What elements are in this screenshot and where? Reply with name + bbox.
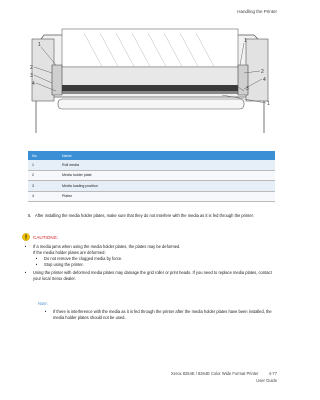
note-label: Note: (38, 301, 48, 306)
caution-sub-item-1: Do not remove the clogged media by force. (44, 256, 123, 261)
callout-1: 1 (38, 42, 41, 48)
table-cell-no: 2 (28, 170, 58, 181)
table-header-no: No. (28, 151, 58, 160)
bullet-icon: • (35, 256, 38, 261)
table-cell-name: Roll media (58, 160, 275, 170)
table-header-name: Name (58, 151, 275, 160)
caution-item-1-continued: If the media holder plates are deformed: (33, 250, 106, 255)
page-header-title: Handling the Printer (237, 9, 277, 14)
table-row (28, 181, 275, 192)
callout-3-right: 3 (246, 86, 249, 92)
callout-2: 2 (30, 65, 33, 71)
footer-guide: User Guide (256, 378, 277, 383)
parts-table (28, 151, 275, 202)
table-cell-name: Platen (58, 191, 275, 202)
step-text: After installing the media holder plates, make sure that they do not interfere with the media as it is fed through the printer. (35, 213, 254, 218)
callout-1-right: 1 (244, 38, 247, 44)
table-row (28, 191, 275, 202)
table-row (28, 160, 275, 170)
bullet-icon: • (35, 262, 38, 267)
step-number: 5. (28, 213, 32, 218)
caution-sub-item-2: Stop using the printer. (44, 262, 84, 267)
callout-1-bottom: 1 (267, 101, 270, 107)
bullet-icon: • (44, 309, 47, 314)
caution-item-1: If a media jams when using the media holder plates, the plates may be deformed. (33, 244, 181, 249)
footer-page-number: 4-77 (268, 371, 277, 376)
callout-2-right: 2 (261, 69, 264, 75)
warning-icon (22, 233, 30, 241)
footer-product-line (171, 371, 277, 376)
callout-4: 4 (32, 81, 35, 87)
bullet-icon: • (24, 244, 27, 249)
table-cell-name: Media loading position (58, 181, 275, 192)
cautions-heading (22, 232, 58, 242)
callout-3: 3 (30, 73, 33, 79)
table-cell-no: 3 (28, 181, 58, 192)
cautions-label: CAUTIONS: (33, 234, 59, 240)
printer-illustration (22, 25, 278, 135)
note-text: If there is interference with the media as it is fed through the printer after the media holder plates have been installed, the media holder plates should not be used. (53, 309, 272, 320)
callout-4-right: 4 (263, 77, 266, 83)
caution-item-2: Using the printer with deformed media plates may damage the grid roller or print heads. If you need to replace media plates, contact your local Xerox dealer. (33, 270, 272, 281)
table-cell-name: Media holder plate (58, 170, 275, 181)
table-cell-no: 4 (28, 191, 58, 202)
footer-product: Xerox 8254E / 8264E Color Wide Format Printer (170, 371, 259, 376)
bullet-icon: • (24, 270, 27, 275)
table-row (28, 170, 275, 181)
table-cell-no: 1 (28, 160, 58, 170)
